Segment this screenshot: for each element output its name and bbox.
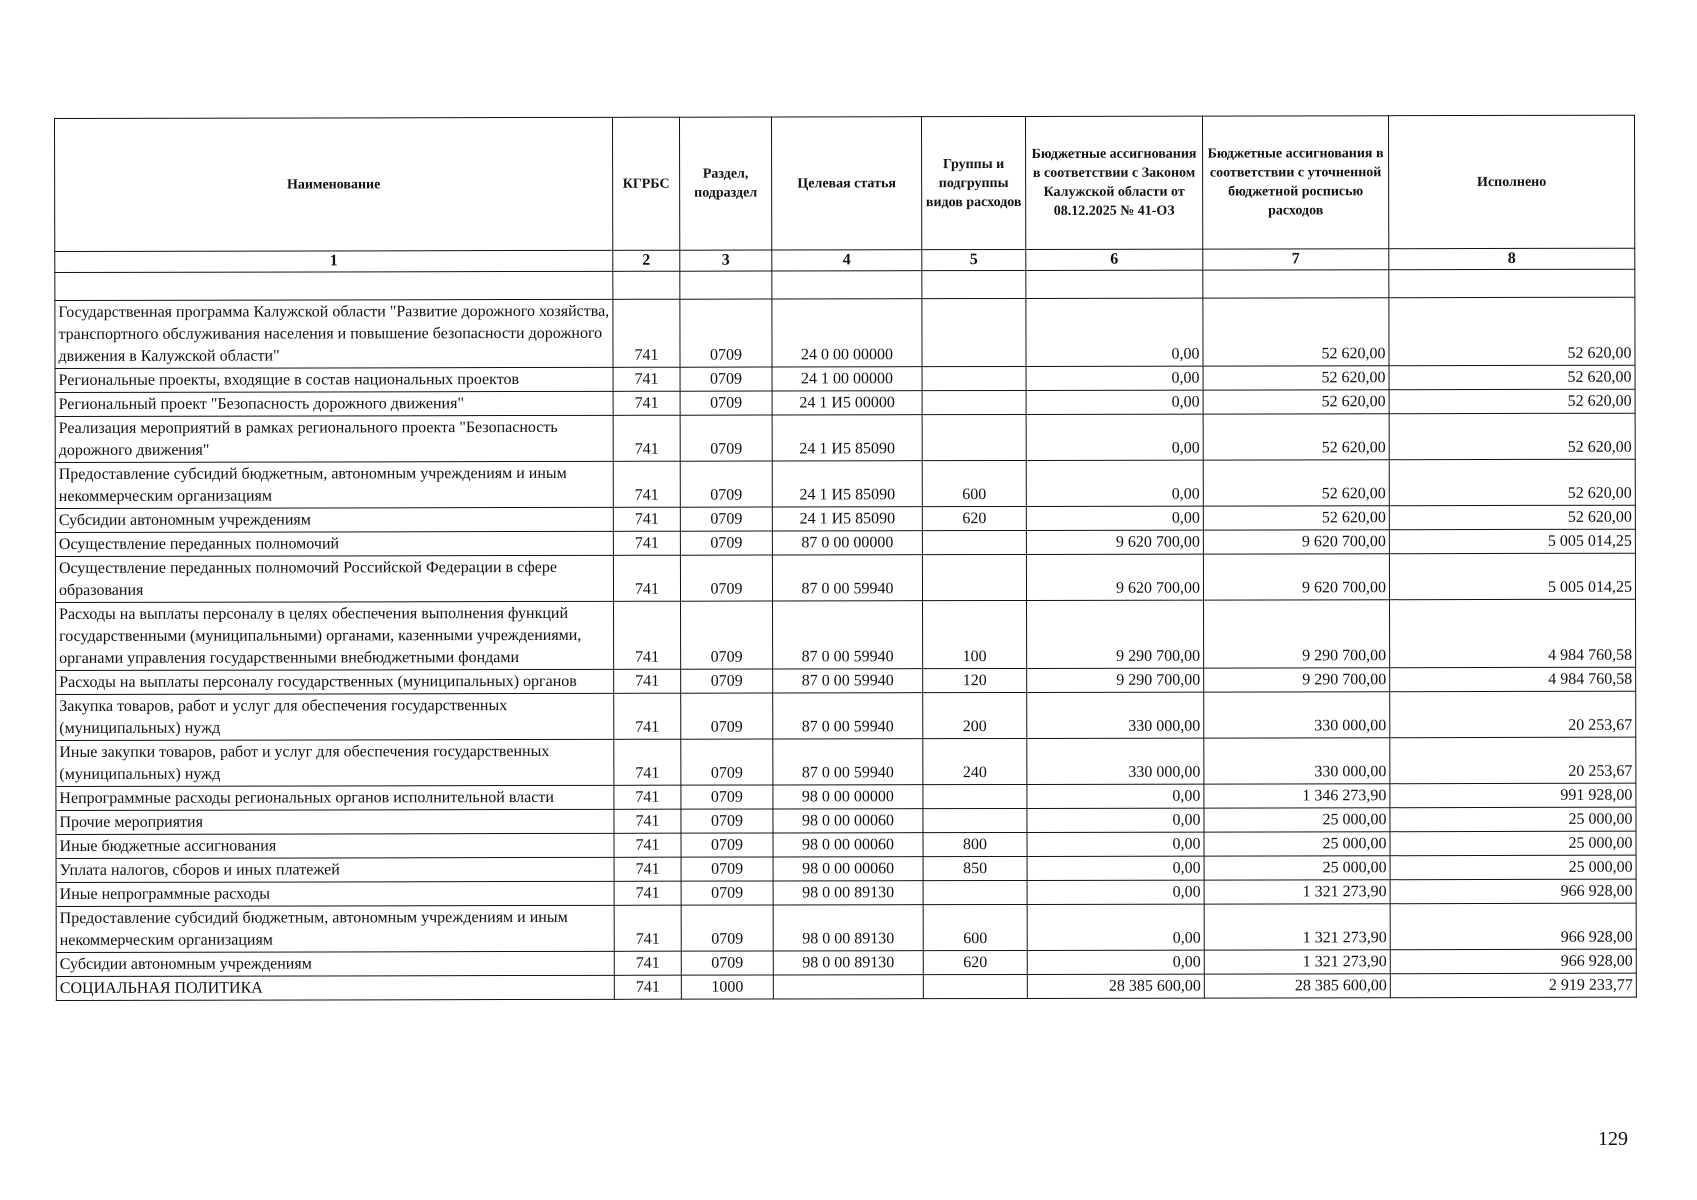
row-executed-amount: 52 620,00 [1389, 389, 1635, 414]
row-name: Иные непрограммные расходы [56, 881, 614, 906]
column-number: 1 [55, 250, 613, 272]
spacer-row [55, 269, 1635, 300]
row-refined-amount: 25 000,00 [1204, 832, 1390, 856]
row-executed-amount: 4 984 760,58 [1390, 667, 1636, 692]
row-group [922, 366, 1026, 390]
row-kgrbs: 741 [614, 809, 681, 833]
row-group [922, 530, 1026, 554]
row-refined-amount: 9 290 700,00 [1204, 600, 1390, 668]
row-target: 98 0 00 00060 [773, 833, 923, 857]
column-number: 8 [1389, 248, 1635, 270]
row-name: Иные закупки товаров, работ и услуг для обеспечения государственных (муниципальных) нужд [56, 739, 614, 786]
row-law-amount: 0,00 [1027, 832, 1204, 856]
row-kgrbs: 741 [613, 555, 680, 601]
row-refined-amount: 9 290 700,00 [1204, 668, 1390, 692]
row-target: 24 1 И5 00000 [772, 391, 922, 415]
table-row [56, 783, 1636, 810]
row-name: Осуществление переданных полномочий Российской Федерации в сфере образования [55, 555, 613, 602]
row-law-amount: 0,00 [1026, 390, 1203, 414]
row-group: 620 [923, 950, 1027, 974]
column-number: 5 [922, 249, 1026, 270]
table-row [56, 949, 1636, 976]
row-kgrbs: 741 [613, 299, 680, 367]
row-executed-amount: 5 005 014,25 [1389, 553, 1635, 600]
row-section: 0709 [681, 833, 773, 857]
row-kgrbs: 741 [613, 461, 680, 507]
row-name: Субсидии автономным учреждениям [56, 951, 614, 976]
row-group [923, 808, 1027, 832]
row-law-amount: 0,00 [1026, 460, 1203, 506]
row-section: 0709 [680, 507, 772, 531]
row-group [923, 974, 1027, 998]
row-section: 0709 [680, 415, 772, 461]
row-executed-amount: 52 620,00 [1389, 459, 1635, 506]
table-row [56, 903, 1636, 952]
row-executed-amount: 52 620,00 [1389, 297, 1635, 366]
table-row [55, 365, 1635, 392]
table-row [55, 297, 1635, 368]
col-header-name: Наименование [55, 117, 613, 251]
row-kgrbs: 741 [614, 693, 681, 739]
col-header-refined: Бюджетные ассигнования в соответствии с уточненной бюджетной росписью расходов [1202, 116, 1388, 249]
table-row [55, 413, 1635, 462]
row-target: 87 0 00 59940 [772, 555, 922, 601]
row-group: 200 [923, 692, 1027, 738]
row-name: Расходы на выплаты персоналу государственных (муниципальных) органов [56, 669, 614, 694]
row-target: 24 0 00 00000 [772, 299, 922, 367]
row-target: 87 0 00 00000 [772, 531, 922, 555]
row-refined-amount: 28 385 600,00 [1204, 974, 1390, 998]
row-executed-amount: 991 928,00 [1390, 783, 1636, 808]
page-number: 129 [1598, 1128, 1628, 1150]
row-law-amount: 0,00 [1027, 784, 1204, 808]
row-refined-amount: 9 620 700,00 [1203, 554, 1389, 600]
row-executed-amount: 2 919 233,77 [1390, 973, 1636, 998]
row-refined-amount: 25 000,00 [1204, 856, 1390, 880]
col-header-groups: Группы и подгруппы видов расходов [921, 116, 1025, 249]
row-section: 0709 [680, 531, 772, 555]
row-kgrbs: 741 [613, 415, 680, 461]
row-group: 240 [923, 738, 1027, 784]
row-group: 850 [923, 856, 1027, 880]
row-name: Закупка товаров, работ и услуг для обеспечения государственных (муниципальных) нужд [56, 693, 614, 740]
row-section: 0709 [680, 391, 772, 415]
row-executed-amount: 25 000,00 [1390, 831, 1636, 856]
row-name: Государственная программа Калужской области "Развитие дорожного хозяйства, транспортного обслуживания населения и повышение безопасности дорожного движения в Калужской области" [55, 299, 613, 368]
row-target: 87 0 00 59940 [773, 739, 923, 785]
row-group: 600 [922, 460, 1026, 506]
row-executed-amount: 25 000,00 [1390, 855, 1636, 880]
row-executed-amount: 4 984 760,58 [1390, 599, 1636, 668]
row-kgrbs: 741 [613, 391, 680, 415]
row-group: 100 [923, 600, 1027, 668]
table-row [56, 667, 1636, 694]
col-header-target: Целевая статья [771, 117, 921, 250]
row-law-amount: 0,00 [1027, 950, 1204, 974]
row-group: 620 [922, 506, 1026, 530]
row-target: 87 0 00 59940 [773, 693, 923, 739]
row-target: 24 1 И5 85090 [772, 507, 922, 531]
row-section: 0709 [681, 669, 773, 693]
row-law-amount: 9 290 700,00 [1027, 600, 1204, 668]
table-row [56, 807, 1636, 834]
row-group [922, 390, 1026, 414]
row-refined-amount: 52 620,00 [1203, 460, 1389, 506]
row-section: 0709 [681, 881, 773, 905]
row-executed-amount: 52 620,00 [1389, 413, 1635, 460]
row-name: Осуществление переданных полномочий [55, 531, 613, 556]
row-kgrbs: 741 [613, 507, 680, 531]
row-refined-amount: 1 346 273,90 [1204, 784, 1390, 808]
row-executed-amount: 20 253,67 [1390, 737, 1636, 784]
row-name: Предоставление субсидий бюджетным, автономным учреждениям и иным некоммерческим организациям [55, 461, 613, 508]
row-executed-amount: 25 000,00 [1390, 807, 1636, 832]
row-law-amount: 0,00 [1026, 366, 1203, 390]
table-row [55, 389, 1635, 416]
row-name: Реализация мероприятий в рамках регионального проекта "Безопасность дорожного движения" [55, 415, 613, 462]
row-refined-amount: 52 620,00 [1203, 366, 1389, 390]
row-kgrbs: 741 [614, 739, 681, 785]
row-target: 24 1 00 00000 [772, 367, 922, 391]
row-target: 87 0 00 59940 [773, 669, 923, 693]
row-section: 0709 [680, 299, 772, 367]
row-target: 98 0 00 89130 [773, 951, 923, 975]
row-section: 0709 [680, 461, 772, 507]
table-row [56, 737, 1636, 786]
row-law-amount: 28 385 600,00 [1027, 974, 1204, 998]
table-row [55, 553, 1635, 602]
row-executed-amount: 52 620,00 [1389, 505, 1635, 530]
row-name: Предоставление субсидий бюджетным, автономным учреждениям и иным некоммерческим организациям [56, 905, 614, 952]
row-kgrbs: 741 [614, 601, 681, 669]
row-section: 0709 [681, 905, 773, 951]
row-section: 0709 [681, 785, 773, 809]
row-refined-amount: 25 000,00 [1204, 808, 1390, 832]
row-target: 24 1 И5 85090 [772, 461, 922, 507]
row-law-amount: 0,00 [1027, 904, 1204, 950]
column-number: 7 [1203, 249, 1389, 270]
row-kgrbs: 741 [614, 975, 681, 999]
table-row [56, 973, 1636, 1000]
row-refined-amount: 1 321 273,90 [1204, 880, 1390, 904]
row-group [922, 298, 1026, 366]
row-kgrbs: 741 [614, 669, 681, 693]
table-row [56, 879, 1636, 906]
row-executed-amount: 966 928,00 [1390, 879, 1636, 904]
row-section: 0709 [681, 739, 773, 785]
row-group [922, 414, 1026, 460]
row-name: Расходы на выплаты персоналу в целях обеспечения выполнения функций государственными (муниципальными) органами, казенными учреждениями, органами управления государственными внебюджетными фондами [56, 601, 614, 670]
row-name: Непрограммные расходы региональных органов исполнительной власти [56, 785, 614, 810]
row-executed-amount: 5 005 014,25 [1389, 529, 1635, 554]
row-law-amount: 330 000,00 [1027, 692, 1204, 738]
row-law-amount: 9 620 700,00 [1026, 530, 1203, 554]
row-name: Субсидии автономным учреждениям [55, 507, 613, 532]
col-header-kgrbs: КГРБС [612, 117, 679, 250]
row-target: 87 0 00 59940 [773, 601, 923, 669]
budget-table [54, 115, 1637, 1001]
col-header-executed: Исполнено [1388, 115, 1634, 249]
row-target: 98 0 00 89130 [773, 905, 923, 951]
row-section: 0709 [681, 601, 773, 669]
row-refined-amount: 330 000,00 [1204, 692, 1390, 738]
col-header-section: Раздел, подраздел [679, 117, 771, 250]
row-target: 24 1 И5 85090 [772, 415, 922, 461]
row-refined-amount: 1 321 273,90 [1204, 950, 1390, 974]
row-target: 98 0 00 00060 [773, 857, 923, 881]
row-refined-amount: 1 321 273,90 [1204, 904, 1390, 950]
row-law-amount: 330 000,00 [1027, 738, 1204, 784]
header-row [55, 115, 1635, 251]
table-row [55, 459, 1635, 508]
row-target: 98 0 00 89130 [773, 881, 923, 905]
row-group [923, 784, 1027, 808]
row-law-amount: 0,00 [1026, 506, 1203, 530]
row-executed-amount: 966 928,00 [1390, 949, 1636, 974]
row-target: 98 0 00 00060 [773, 809, 923, 833]
row-refined-amount: 52 620,00 [1203, 298, 1389, 366]
row-law-amount: 0,00 [1027, 808, 1204, 832]
column-number: 3 [680, 250, 772, 271]
row-kgrbs: 741 [614, 951, 681, 975]
row-group: 600 [923, 904, 1027, 950]
row-refined-amount: 52 620,00 [1203, 506, 1389, 530]
table-row [55, 505, 1635, 532]
row-target: 98 0 00 00000 [773, 785, 923, 809]
row-executed-amount: 966 928,00 [1390, 903, 1636, 950]
row-section: 0709 [681, 951, 773, 975]
row-law-amount: 0,00 [1027, 856, 1204, 880]
table-row [56, 855, 1636, 882]
row-refined-amount: 9 620 700,00 [1203, 530, 1389, 554]
column-number: 2 [613, 250, 680, 271]
row-kgrbs: 741 [613, 367, 680, 391]
row-kgrbs: 741 [614, 881, 681, 905]
row-group [923, 880, 1027, 904]
row-name: Региональные проекты, входящие в состав национальных проектов [55, 367, 613, 392]
row-refined-amount: 330 000,00 [1204, 738, 1390, 784]
row-section: 0709 [681, 857, 773, 881]
row-section: 0709 [680, 555, 772, 601]
row-kgrbs: 741 [614, 857, 681, 881]
row-name: Уплата налогов, сборов и иных платежей [56, 857, 614, 882]
row-law-amount: 0,00 [1026, 414, 1203, 460]
row-law-amount: 0,00 [1026, 298, 1203, 366]
column-number: 6 [1026, 249, 1203, 270]
row-section: 0709 [681, 693, 773, 739]
row-kgrbs: 741 [614, 785, 681, 809]
column-number: 4 [772, 250, 922, 271]
row-executed-amount: 20 253,67 [1390, 691, 1636, 738]
row-group: 800 [923, 832, 1027, 856]
col-header-law: Бюджетные ассигнования в соответствии с Законом Калужской области от 08.12.2025 № 41-ОЗ [1025, 116, 1202, 249]
row-name: Прочие мероприятия [56, 809, 614, 834]
row-kgrbs: 741 [614, 905, 681, 951]
row-section: 1000 [681, 975, 773, 999]
table-body [55, 269, 1637, 1000]
table-row [56, 599, 1636, 670]
row-section: 0709 [681, 809, 773, 833]
row-refined-amount: 52 620,00 [1203, 390, 1389, 414]
row-law-amount: 9 290 700,00 [1027, 668, 1204, 692]
table-row [55, 529, 1635, 556]
row-name: Региональный проект "Безопасность дорожного движения" [55, 391, 613, 416]
row-executed-amount: 52 620,00 [1389, 365, 1635, 390]
row-kgrbs: 741 [613, 531, 680, 555]
row-name: Иные бюджетные ассигнования [56, 833, 614, 858]
row-target [773, 975, 923, 999]
row-kgrbs: 741 [614, 833, 681, 857]
row-law-amount: 9 620 700,00 [1026, 554, 1203, 600]
row-name: СОЦИАЛЬНАЯ ПОЛИТИКА [56, 975, 614, 1000]
row-group: 120 [923, 668, 1027, 692]
row-refined-amount: 52 620,00 [1203, 414, 1389, 460]
table-row [56, 691, 1636, 740]
table-row [56, 831, 1636, 858]
row-group [922, 554, 1026, 600]
row-law-amount: 0,00 [1027, 880, 1204, 904]
row-section: 0709 [680, 367, 772, 391]
